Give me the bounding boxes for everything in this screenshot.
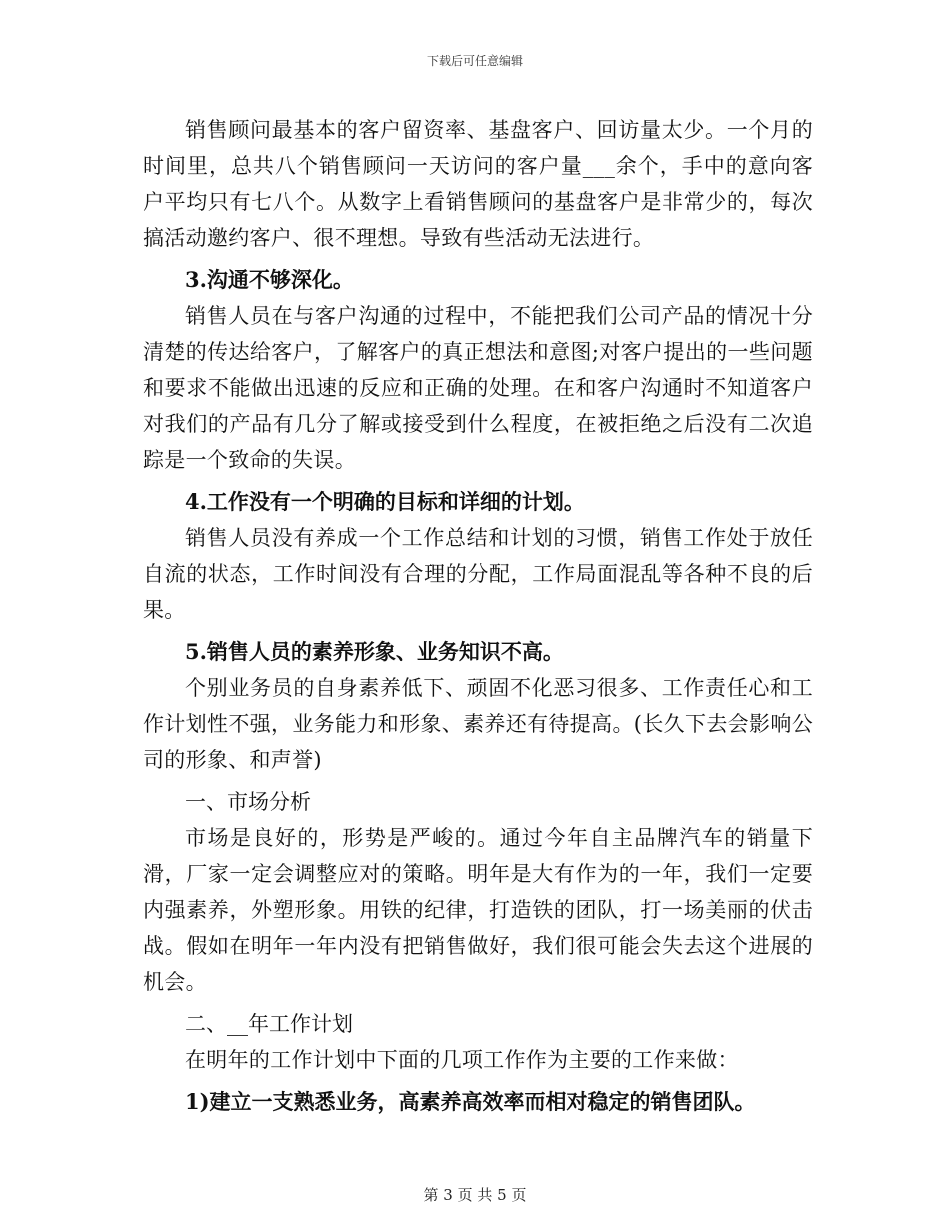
paragraph-customer-retention: 销售顾问最基本的客户留资率、基盘客户、回访量太少。一个月的时间里，总共八个销售顾问一天访问的客户量___余个，手中的意向客户平均只有七八个。从数字上看销售顾问的基盘客户是非常少的，每次搞活动邀约客户、很不理想。导致有些活动无法进行。 <box>143 118 813 250</box>
heading-market-analysis: 一、市场分析 <box>185 790 311 814</box>
heading-sales-team: 1)建立一支熟悉业务，高素养高效率而相对稳定的销售团队。 <box>185 1089 756 1114</box>
document-body <box>143 112 813 1120</box>
paragraph-market-analysis: 市场是良好的，形势是严峻的。通过今年自主品牌汽车的销量下滑，厂家一定会调整应对的策略。明年是大有作为的一年，我们一定要内强素养，外塑形象。用铁的纪律，打造铁的团队，打一场美丽的伏击战。假如在明年一年内没有把销售做好，我们很可能会失去这个进展的机会。 <box>143 826 813 994</box>
paragraph-staff-quality: 个别业务员的自身素养低下、顽固不化恶习很多、工作责任心和工作计划性不强，业务能力和形象、素养还有待提高。(长久下去会影响公司的形象、和声誉) <box>143 676 813 772</box>
heading-staff-quality: 5.销售人员的素养形象、业务知识不高。 <box>185 639 564 664</box>
paragraph-communication: 销售人员在与客户沟通的过程中，不能把我们公司产品的情况十分清楚的传达给客户，了解客户的真正想法和意图;对客户提出的一些问题和要求不能做出迅速的反应和正确的处理。在和客户沟通时不知道客户对我们的产品有几分了解或接受到什么程度，在被拒绝之后没有二次追踪是一个致命的失误。 <box>143 304 813 472</box>
page-footer: 第 3 页 共 5 页 <box>423 1186 527 1204</box>
heading-work-plan: 二、__年工作计划 <box>185 1012 353 1036</box>
paragraph-work-plan-intro: 在明年的工作计划中下面的几项工作作为主要的工作来做： <box>185 1048 739 1072</box>
page-header: 下载后可任意编辑 <box>426 54 523 68</box>
heading-goals-plan: 4.工作没有一个明确的目标和详细的计划。 <box>185 489 585 514</box>
paragraph-goals-plan: 销售人员没有养成一个工作总结和计划的习惯，销售工作处于放任自流的状态，工作时间没有合理的分配，工作局面混乱等各种不良的后果。 <box>143 526 813 622</box>
heading-communication: 3.沟通不够深化。 <box>185 267 354 292</box>
